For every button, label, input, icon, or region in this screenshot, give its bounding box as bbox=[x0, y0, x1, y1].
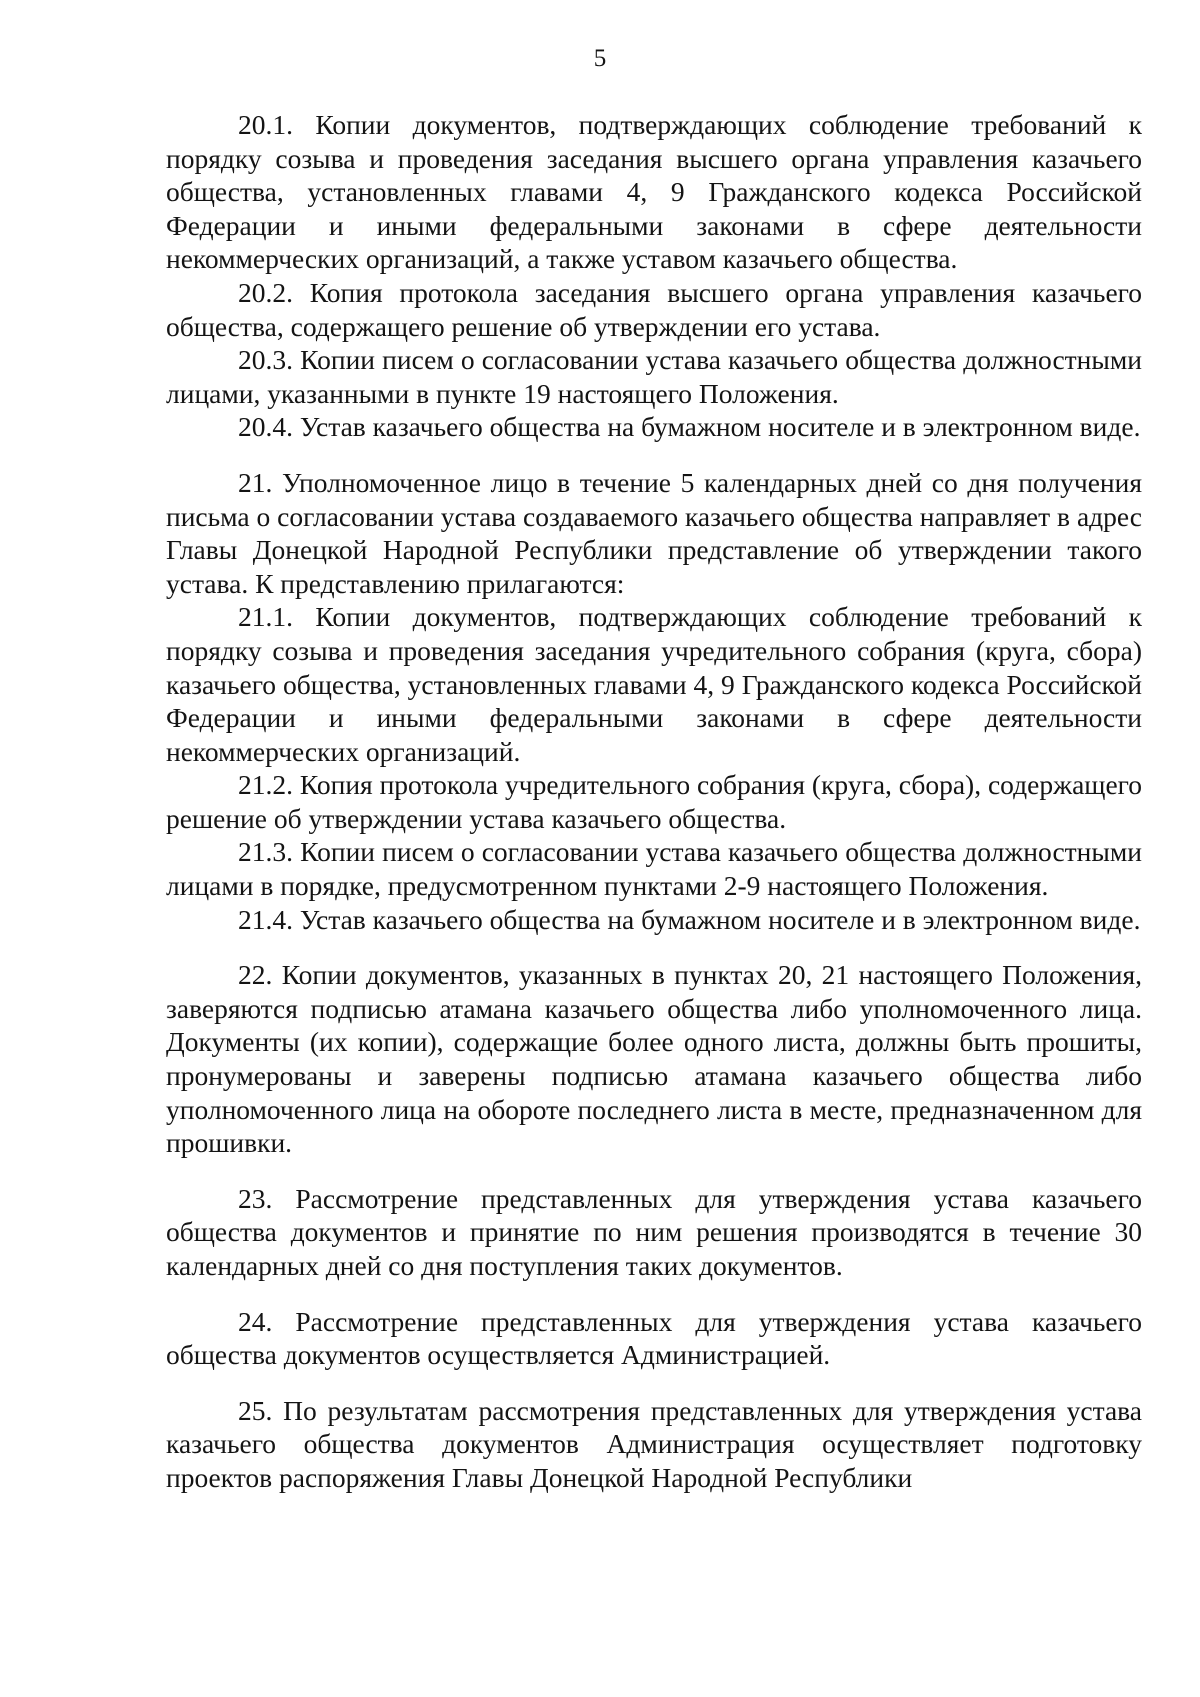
paragraph-21-4: 21.4. Устав казачьего общества на бумажном носителе и в электронном виде. bbox=[238, 903, 1141, 935]
paragraph-20-4: 20.4. Устав казачьего общества на бумажном носителе и в электронном виде. bbox=[238, 411, 1141, 443]
paragraph-20-1: 20.1. Копии документов, подтверждающих соблюдение требований к порядку созыва и проведения заседания высшего органа управления казачьего общества, установленных главами 4, 9 Гражданского кодекса Российской Федерации и иными федеральными законами в сфере деятельности некоммерческих организаций, а также уставом казачьего общества. bbox=[166, 109, 1142, 275]
paragraph-23: 23. Рассмотрение представленных для утверждения устава казачьего общества документов и принятие по ним решения производятся в течение 30 календарных дней со дня поступления таких документов. bbox=[166, 1182, 1142, 1281]
paragraph-24: 24. Рассмотрение представленных для утверждения устава казачьего общества документов осуществляется Администрацией. bbox=[166, 1305, 1142, 1371]
paragraph-21-1: 21.1. Копии документов, подтверждающих соблюдение требований к порядку созыва и проведения заседания учредительного собрания (круга, сбора) казачьего общества, установленных главами 4, 9 Гражданского кодекса Российской Федерации и иными федеральными законами в сфере деятельности некоммерческих организаций. bbox=[166, 601, 1142, 767]
document-body bbox=[166, 108, 1142, 1495]
page-number: 5 bbox=[593, 45, 607, 72]
paragraph-20-3: 20.3. Копии писем о согласовании устава казачьего общества должностными лицами, указанными в пункте 19 настоящего Положения. bbox=[166, 344, 1142, 409]
paragraph-21: 21. Уполномоченное лицо в течение 5 календарных дней со дня получения письма о согласовании устава создаваемого казачьего общества направляет в адрес Главы Донецкой Народной Республики представление об утверждении такого устава. К представлению прилагаются: bbox=[166, 466, 1142, 599]
paragraph-20-2: 20.2. Копия протокола заседания высшего органа управления казачьего общества, содержащего решение об утверждении его устава. bbox=[166, 276, 1142, 342]
paragraph-21-3: 21.3. Копии писем о согласовании устава казачьего общества должностными лицами в порядке, предусмотренном пунктами 2-9 настоящего Положения. bbox=[166, 836, 1142, 902]
paragraph-25: 25. По результатам рассмотрения представленных для утверждения устава казачьего общества документов Администрация осуществляет подготовку проектов распоряжения Главы Донецкой Народной Республики bbox=[166, 1394, 1142, 1493]
paragraph-21-2: 21.2. Копия протокола учредительного собрания (круга, сбора), содержащего решение об утверждении устава казачьего общества. bbox=[166, 769, 1142, 834]
paragraph-22: 22. Копии документов, указанных в пунктах 20, 21 настоящего Положения, заверяются подписью атамана казачьего общества либо уполномоченного лица. Документы (их копии), содержащие более одного листа, должны быть прошиты, пронумерованы и заверены подписью атамана казачьего общества либо уполномоченного лица на обороте последнего листа в месте, предназначенном для прошивки. bbox=[166, 959, 1142, 1159]
